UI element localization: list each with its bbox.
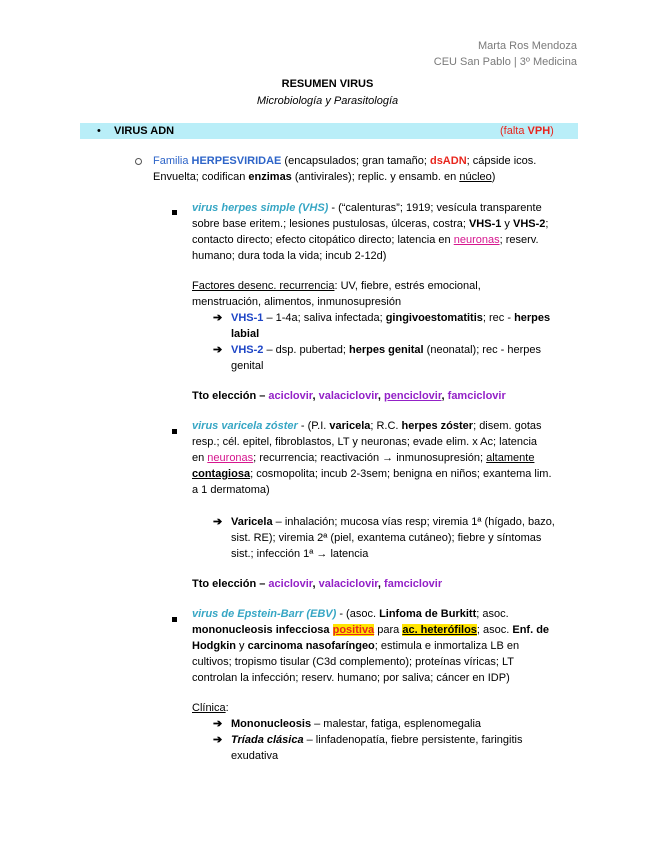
vhs2-item: VHS-2 – dsp. pubertad; herpes genital (neonatal); rec - herpes xyxy=(231,344,541,356)
vhs-line-3: contacto directo; efecto citopático directo; latencia en neuronas; reserv. xyxy=(192,234,539,246)
vvz-line-4: contagiosa; cosmopolita; incub 2-3sem; benigna en niños; exantema lim. xyxy=(192,468,552,480)
varicela-item-3: sist.; infección 1ª → latencia xyxy=(231,548,369,560)
page-title: RESUMEN VIRUS xyxy=(281,78,374,90)
vhs1-item: VHS-1 – 1-4a; saliva infectada; gingivoestomatitis; rec - herpes xyxy=(231,312,551,324)
vhs2-item-cont: genital xyxy=(231,360,264,372)
ebv-line-1: virus de Epstein-Barr (EBV) - (asoc. Linfoma de Burkitt; asoc. xyxy=(192,608,509,620)
vvz-treatment: Tto elección – aciclovir, valaciclovir, famciclovir xyxy=(192,578,443,590)
vvz-line-1: virus varicela zóster - (P.I. varicela; R.C. herpes zóster; disem. gotas xyxy=(192,420,542,432)
vhs-factors-2: menstruación, alimentos, inmunosupresión xyxy=(192,296,402,308)
arrow-icon: ➔ xyxy=(213,734,223,746)
vhs-line-1: virus herpes simple (VHS) - (“calenturas”; 1919; vesícula transparente xyxy=(192,202,542,214)
vhs1-item-cont: labial xyxy=(231,328,260,340)
family-line-2: Envuelta; codifican enzimas (antivirales); replic. y ensamb. en núcleo) xyxy=(153,171,496,183)
triada-item-2: exudativa xyxy=(231,750,279,762)
square-bullet-icon xyxy=(172,423,177,439)
circle-bullet-icon xyxy=(135,154,142,170)
ebv-line-5: controlan la infección; reserv. humano; por saliva; cáncer en IDP) xyxy=(192,672,510,684)
vvz-line-3: en neuronas; recurrencia; reactivación → inmunosupresión; altamente xyxy=(192,452,535,464)
ebv-line-4: cultivos; tropismo tisular (C3d complemento); proteínas víricas; LT xyxy=(192,656,514,668)
vhs-line-4: humano; dura toda la vida; incub 2-12d) xyxy=(192,250,387,262)
vvz-line-2: resp.; cél. epitel, fibroblastos, LT y neuronas; evade elim. x Ac; latencia xyxy=(192,436,538,448)
arrow-icon: ➔ xyxy=(213,344,223,356)
ebv-line-3: Hodgkin y carcinoma nasofaríngeo; estimula e inmortaliza LB en xyxy=(192,640,520,652)
vhs-treatment: Tto elección – aciclovir, valaciclovir, penciclovir, famciclovir xyxy=(192,390,506,402)
page-subtitle: Microbiología y Parasitología xyxy=(256,95,399,107)
vhs-factors-1: Factores desenc. recurrencia: UV, fiebre, estrés emocional, xyxy=(192,280,481,292)
ebv-line-2: mononucleosis infecciosa positiva para ac. heterófilos; asoc. Enf. de xyxy=(192,624,550,636)
section-label: VIRUS ADN xyxy=(114,125,175,137)
varicela-item: Varicela – inhalación; mucosa vías resp; viremia 1ª (hígado, bazo, xyxy=(231,516,555,528)
vvz-line-5: a 1 dermatoma) xyxy=(192,484,270,496)
arrow-icon: ➔ xyxy=(213,718,223,730)
varicela-item-2: sist. RE); viremia 2ª (piel, exantema cutáneo); fiebre y síntomas xyxy=(231,532,542,544)
section-missing-note: (falta VPH) xyxy=(500,125,554,137)
triada-item: Tríada clásica – linfadenopatía, fiebre persistente, faringitis xyxy=(231,734,523,746)
arrow-icon: ➔ xyxy=(213,312,223,324)
arrow-icon: ➔ xyxy=(213,516,223,528)
institution: CEU San Pablo | 3º Medicina xyxy=(433,56,577,68)
ebv-clinica-label: Clínica: xyxy=(192,702,229,714)
mononucleosis-item: Mononucleosis – malestar, fatiga, esplenomegalia xyxy=(231,718,482,730)
square-bullet-icon xyxy=(172,611,177,627)
vhs-line-2: sobre base eritem.; lesiones pustulosas, úlceras, costra; VHS-1 y VHS-2; xyxy=(192,218,549,230)
square-bullet-icon xyxy=(172,204,177,220)
family-line-1: Familia HERPESVIRIDAE (encapsulados; gran tamaño; dsADN; cápside icos. xyxy=(153,155,537,167)
bullet-icon: • xyxy=(97,125,101,137)
author-name: Marta Ros Mendoza xyxy=(477,40,577,52)
